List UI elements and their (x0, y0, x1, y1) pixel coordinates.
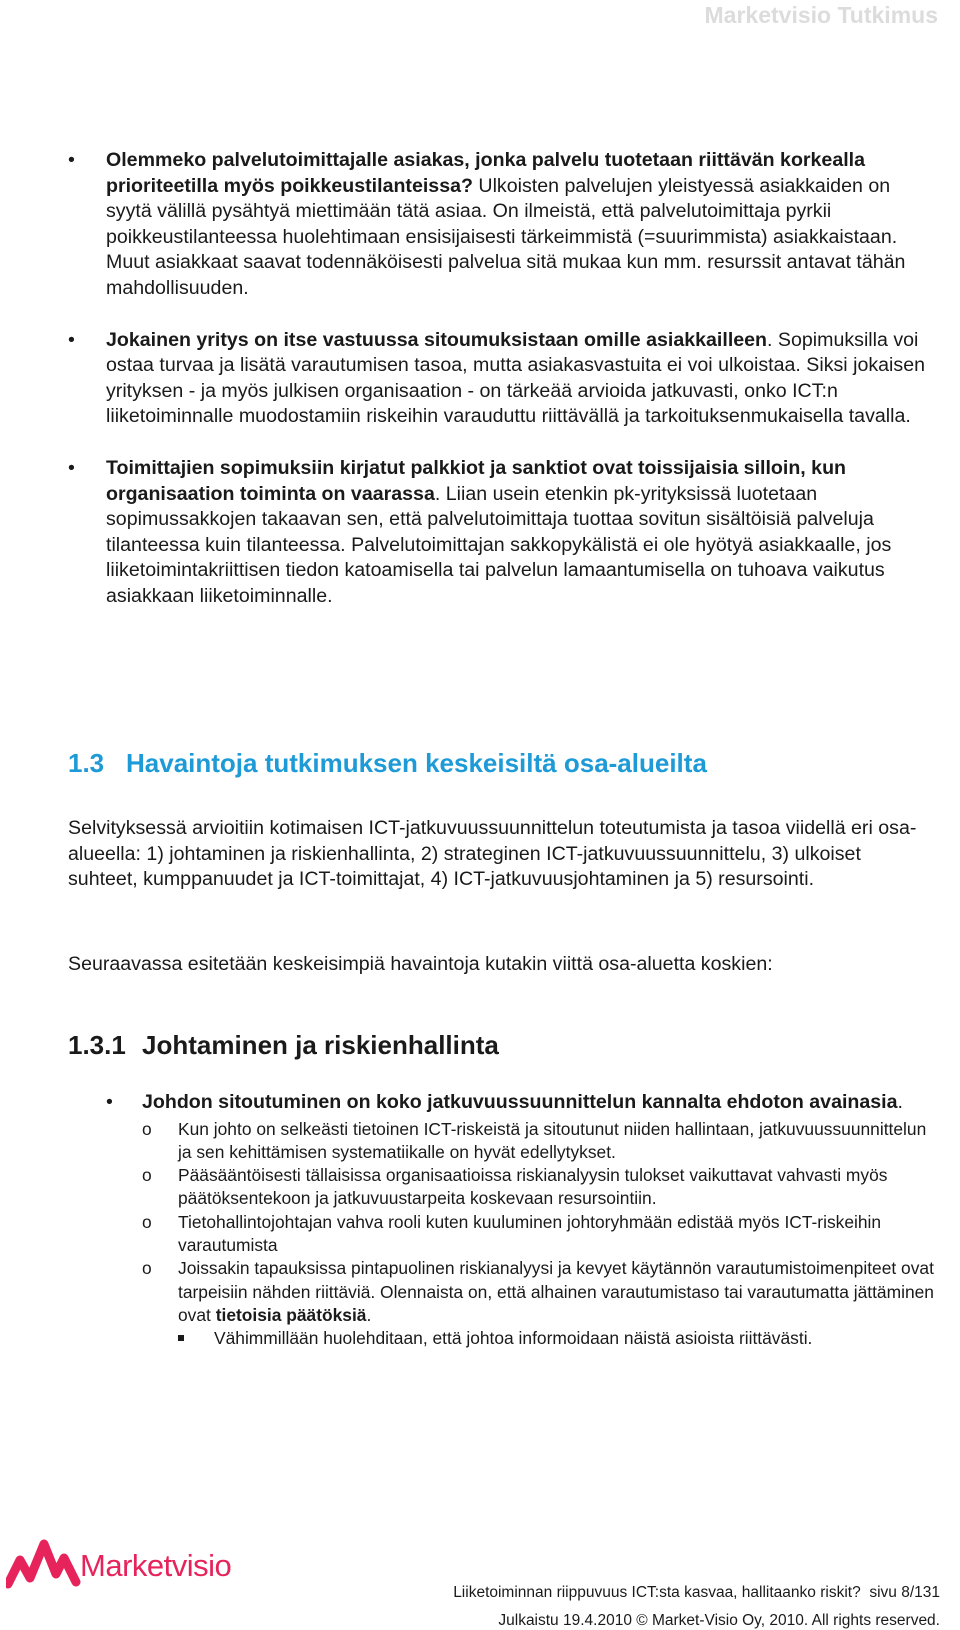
bullet-text: . Sopimuksilla voi ostaa turvaa ja lisätä varautumisen tasoa, mutta asiakasvastuita ei voi ulkoistaa. Siksi jokaisen yrityksen - ja myös julkisen organisaation - on tärkeää arvioida jatkuvasti, onko ICT:n liiketoiminnalle muodostamiin riskeihin varauduttu riittävällä ja tarkoituksenmukaisella tavalla. (106, 328, 925, 428)
section-number: 1.3 (68, 748, 105, 778)
section-title: Johtaminen ja riskienhallinta (142, 1030, 499, 1060)
square-bullet-icon (178, 1335, 184, 1341)
bullet-dot: • (68, 149, 75, 171)
header-brand: Marketvisio Tutkimus (704, 2, 938, 28)
sub-item-tail: . (366, 1304, 372, 1325)
section-number: 1.3.1 (68, 1030, 126, 1060)
logo-text: Marketvisio (80, 1548, 232, 1583)
section-title: Havaintoja tutkimuksen keskeisiltä osa-alueilta (126, 748, 707, 778)
logo-mark-icon (6, 1534, 82, 1592)
bullet-lead: Jokainen yritys on itse vastuussa sitoumuksistaan omille asiakkailleen (106, 328, 768, 351)
footer-title: Liiketoiminnan riippuvuus ICT:sta kasvaa, hallitaanko riskit? (453, 1584, 861, 1601)
bullet-text: Ulkoisten palvelujen yleistyessä asiakkaiden on syytä välillä pysähtyä miettimään tätä asiaa. On ilmeistä, että palvelutoimittaja pyrkii poikkeustilanteessa huolehtimaan ensisijaisesti tärkeimmistä (=suurimmista) asiakkaistaan. Muut asiakkaat saavat todennäköisesti palvelua sitä mukaa kun mm. resurssit antavat tähän mahdollisuuden. (106, 174, 906, 299)
sub-bullet-marker: o (142, 1165, 152, 1186)
sub-bullet-marker: o (142, 1258, 152, 1279)
sub-bullet-marker: o (142, 1118, 152, 1139)
list-item (68, 456, 940, 610)
sub-list-item (142, 1211, 936, 1258)
bullet-dot: • (106, 1091, 113, 1113)
bullet-lead: Olemmeko palvelutoimittajalle asiakas, jonka palvelu tuotetaan riittävän korkealla prioriteetilla myös poikkeustilanteissa? (106, 149, 866, 197)
section-1-3-1-list (106, 1090, 936, 1351)
list-item (68, 148, 940, 302)
sub-item-text: Pääsääntöisesti tällaisissa organisaatioissa riskianalyysin tulokset vaikuttavat vahvasti myös päätöksentekoon ja jatkuvuustarpeita koskevaan resursointiin. (178, 1165, 888, 1209)
bullet-tail: . (897, 1091, 903, 1113)
list-item (106, 1090, 936, 1116)
footer-copyright: Julkaistu 19.4.2010 © Market-Visio Oy, 2010. All rights reserved. (498, 1612, 940, 1629)
sub-bullet-marker: o (142, 1211, 152, 1232)
bullet-text: . Liian usein etenkin pk-yrityksissä luotetaan sopimussakkojen takaavan sen, että palvelutoimittaja tuottaa sovitun sisältöisiä palveluja tilanteessa kuin tilanteessa. Palvelutoimittajan sakkopykälistä ei ole hyötyä asiakkaalle, jos liiketoimintakriittisen tiedon katoamisella tai palvelun lamaantumisella on tuhoava vaikutus asiakkaan liiketoiminnalle. (106, 482, 892, 607)
section-heading-1-3-1 (68, 1030, 499, 1061)
sub-list-item (142, 1118, 936, 1165)
paragraph-lead: Seuraavassa esitetään keskeisimpiä havaintoja kutakin viittä osa-aluetta koskien: (68, 953, 773, 975)
bullet-dot: • (68, 456, 75, 479)
sub-list (106, 1118, 936, 1351)
marketvisio-logo (6, 1534, 246, 1594)
bullet-list (68, 148, 940, 636)
footer-title-line (453, 1584, 940, 1602)
sub-list-item (142, 1164, 936, 1211)
bullet-lead: Johdon sitoutuminen on koko jatkuvuussuunnittelun kannalta ehdoton avainasia (142, 1091, 898, 1113)
bullet-lead: Toimittajien sopimuksiin kirjatut palkkiot ja sanktiot ovat toissijaisia silloin, kun organisaation toiminta on vaarassa (106, 456, 847, 505)
sub-list-item (142, 1257, 936, 1327)
sub-item-text: Tietohallintojohtajan vahva rooli kuten kuuluminen johtoryhmään edistää myös ICT-riskeihin varautumista (178, 1211, 882, 1256)
page-number: sivu 8/131 (869, 1584, 940, 1601)
sub-item-text: Kun johto on selkeästi tietoinen ICT-riskeistä ja sitoutunut niiden hallintaan, jatkuvuussuunnittelun ja sen kehittämisen systematiikalle on hyvät edellytykset. (178, 1118, 927, 1162)
sub-sub-item-text: Vähimmillään huolehditaan, että johtoa informoidaan näistä asioista riittävästi. (214, 1328, 813, 1349)
bullet-dot: • (68, 328, 75, 351)
sub-item-text: Joissakin tapauksissa pintapuolinen riskianalyysi ja kevyet käytännön varautumistoimenpiteet ovat tarpeisiin nähden riittäviä. Olennaista on, että alhainen varautumistaso tai varautumatta jättäminen ovat (178, 1258, 934, 1325)
paragraph-intro: Selvityksessä arvioitiin kotimaisen ICT-jatkuvuussuunnittelun toteutumista ja tasoa viidellä eri osa-alueella: 1) johtaminen ja riskienhallinta, 2) strateginen ICT-jatkuvuussuunnittelu, 3) ulkoiset suhteet, kumppanuudet ja ICT-toimittajat, 4) ICT-jatkuvuusjohtaminen ja 5) resursointi. (68, 817, 917, 891)
section-heading-1-3 (68, 748, 707, 779)
sub-item-emphasis: tietoisia päätöksiä (215, 1304, 367, 1325)
sub-sub-list-item (178, 1327, 936, 1350)
list-item (68, 328, 940, 430)
